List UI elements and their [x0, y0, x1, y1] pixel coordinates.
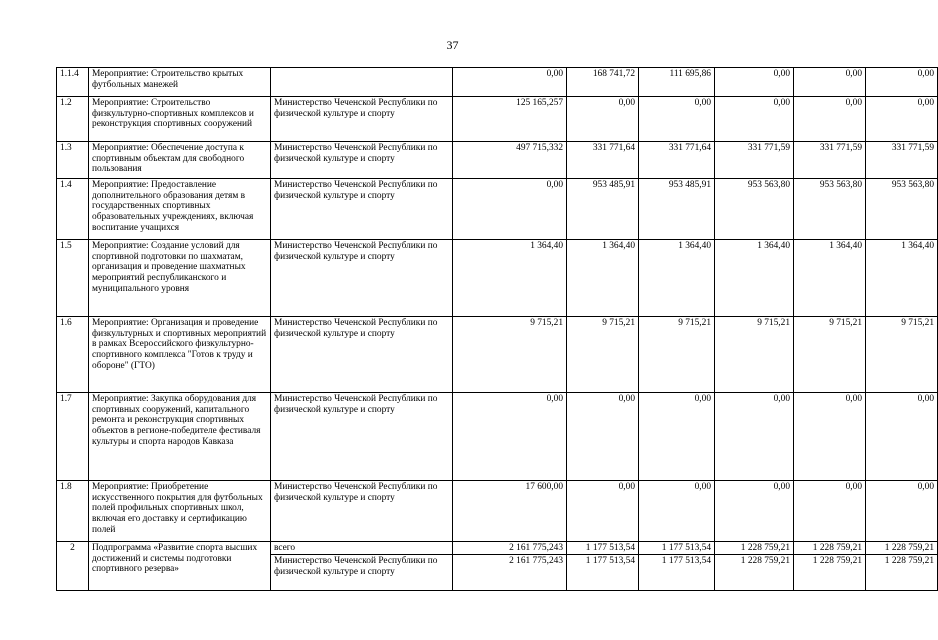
budget-table [56, 67, 938, 591]
row-value: 0,00 [567, 97, 639, 142]
row-value: 0,00 [715, 393, 794, 481]
row-value: 1 364,40 [639, 240, 715, 317]
subprogram-total-value: 2 161 775,243 [453, 542, 567, 555]
row-value: 331 771,59 [794, 142, 866, 179]
row-activity-name: Мероприятие: Организация и проведение физкультурных и спортивных мероприятий в рамках Всероссийского физкультурно-спортивного комплекса "Готов к труду и обороне" (ГТО) [89, 317, 271, 393]
row-value: 168 741,72 [567, 68, 639, 97]
row-value: 1 364,40 [866, 240, 938, 317]
row-value: 0,00 [639, 481, 715, 542]
row-value: 0,00 [794, 481, 866, 542]
row-executor: Министерство Чеченской Республики по физической культуре и спорту [271, 179, 453, 240]
row-executor: Министерство Чеченской Республики по физической культуре и спорту [271, 97, 453, 142]
table-row [57, 317, 938, 393]
row-code: 1.6 [57, 317, 89, 393]
row-activity-name: Мероприятие: Приобретение искусственного покрытия для футбольных полей профильных спортивных школ, включая его доставку и сертификацию полей [89, 481, 271, 542]
table-row [57, 97, 938, 142]
row-value: 0,00 [866, 68, 938, 97]
row-value: 0,00 [794, 97, 866, 142]
subprogram-executor-value: 1 177 513,54 [567, 555, 639, 591]
table-row [57, 179, 938, 240]
table-body [57, 68, 938, 591]
subprogram-total-row [57, 542, 938, 555]
row-executor: Министерство Чеченской Республики по физической культуре и спорту [271, 240, 453, 317]
row-value: 0,00 [866, 97, 938, 142]
page-number: 37 [446, 38, 459, 52]
row-value: 0,00 [794, 393, 866, 481]
row-activity-name: Мероприятие: Обеспечение доступа к спортивным объектам для свободного пользования [89, 142, 271, 179]
table-row [57, 240, 938, 317]
row-value: 17 600,00 [453, 481, 567, 542]
row-value: 0,00 [639, 393, 715, 481]
row-value: 1 364,40 [453, 240, 567, 317]
row-code: 1.4 [57, 179, 89, 240]
row-activity-name: Мероприятие: Строительство физкультурно-спортивных комплексов и реконструкция спортивных сооружений [89, 97, 271, 142]
row-value: 0,00 [567, 481, 639, 542]
row-value: 9 715,21 [866, 317, 938, 393]
subprogram-executor-value: 2 161 775,243 [453, 555, 567, 591]
row-value: 331 771,59 [866, 142, 938, 179]
row-activity-name: Мероприятие: Предоставление дополнительного образования детям в государственных спортивных образовательных учреждениях, включая воспитание учащихся [89, 179, 271, 240]
row-activity-name: Мероприятие: Строительство крытых футбольных манежей [89, 68, 271, 97]
table-row [57, 481, 938, 542]
row-value: 0,00 [453, 179, 567, 240]
row-value: 1 364,40 [715, 240, 794, 317]
row-value: 0,00 [715, 481, 794, 542]
row-executor: Министерство Чеченской Республики по физической культуре и спорту [271, 142, 453, 179]
row-value: 331 771,64 [567, 142, 639, 179]
row-value: 331 771,59 [715, 142, 794, 179]
row-executor [271, 68, 453, 97]
row-value: 111 695,86 [639, 68, 715, 97]
table-row [57, 68, 938, 97]
subprogram-executor-value: 1 228 759,21 [866, 555, 938, 591]
subprogram-executor-value: 1 177 513,54 [639, 555, 715, 591]
row-value: 0,00 [715, 97, 794, 142]
row-code: 1.5 [57, 240, 89, 317]
row-value: 0,00 [715, 68, 794, 97]
subprogram-executor-value: 1 228 759,21 [715, 555, 794, 591]
row-value: 0,00 [453, 393, 567, 481]
row-value: 125 165,257 [453, 97, 567, 142]
row-value: 497 715,332 [453, 142, 567, 179]
row-activity-name: Мероприятие: Создание условий для спортивной подготовки по шахматам, организация и проведение шахматных мероприятий республиканского и муниципального уровня [89, 240, 271, 317]
subprogram-executor: Министерство Чеченской Республики по физической культуре и спорту [271, 555, 453, 591]
table-row [57, 142, 938, 179]
subprogram-total-value: 1 228 759,21 [866, 542, 938, 555]
row-code: 1.2 [57, 97, 89, 142]
subprogram-total-value: 1 177 513,54 [639, 542, 715, 555]
subprogram-total-value: 1 177 513,54 [567, 542, 639, 555]
row-value: 953 563,80 [794, 179, 866, 240]
row-value: 0,00 [567, 393, 639, 481]
table-row [57, 393, 938, 481]
row-value: 9 715,21 [567, 317, 639, 393]
subprogram-total-value: 1 228 759,21 [794, 542, 866, 555]
row-code: 1.8 [57, 481, 89, 542]
row-value: 9 715,21 [639, 317, 715, 393]
subprogram-code: 2 [57, 542, 89, 591]
row-code: 1.1.4 [57, 68, 89, 97]
row-value: 0,00 [866, 481, 938, 542]
row-executor: Министерство Чеченской Республики по физической культуре и спорту [271, 481, 453, 542]
subprogram-name: Подпрограмма «Развитие спорта высших достижений и системы подготовки спортивного резерва» [89, 542, 271, 591]
row-value: 9 715,21 [715, 317, 794, 393]
subprogram-total-label: всего [271, 542, 453, 555]
row-value: 1 364,40 [567, 240, 639, 317]
row-value: 331 771,64 [639, 142, 715, 179]
row-code: 1.3 [57, 142, 89, 179]
row-value: 0,00 [453, 68, 567, 97]
row-value: 9 715,21 [794, 317, 866, 393]
row-code: 1.7 [57, 393, 89, 481]
row-executor: Министерство Чеченской Республики по физической культуре и спорту [271, 393, 453, 481]
row-value: 953 485,91 [567, 179, 639, 240]
row-value: 0,00 [866, 393, 938, 481]
row-value: 0,00 [639, 97, 715, 142]
subprogram-executor-value: 1 228 759,21 [794, 555, 866, 591]
row-value: 0,00 [794, 68, 866, 97]
subprogram-total-value: 1 228 759,21 [715, 542, 794, 555]
row-value: 1 364,40 [794, 240, 866, 317]
row-executor: Министерство Чеченской Республики по физической культуре и спорту [271, 317, 453, 393]
row-activity-name: Мероприятие: Закупка оборудования для спортивных сооружений, капитального ремонта и реконструкция спортивных объектов в регионе-победителе фестиваля культуры и спорта народов Кавказа [89, 393, 271, 481]
row-value: 953 563,80 [866, 179, 938, 240]
row-value: 9 715,21 [453, 317, 567, 393]
row-value: 953 485,91 [639, 179, 715, 240]
row-value: 953 563,80 [715, 179, 794, 240]
